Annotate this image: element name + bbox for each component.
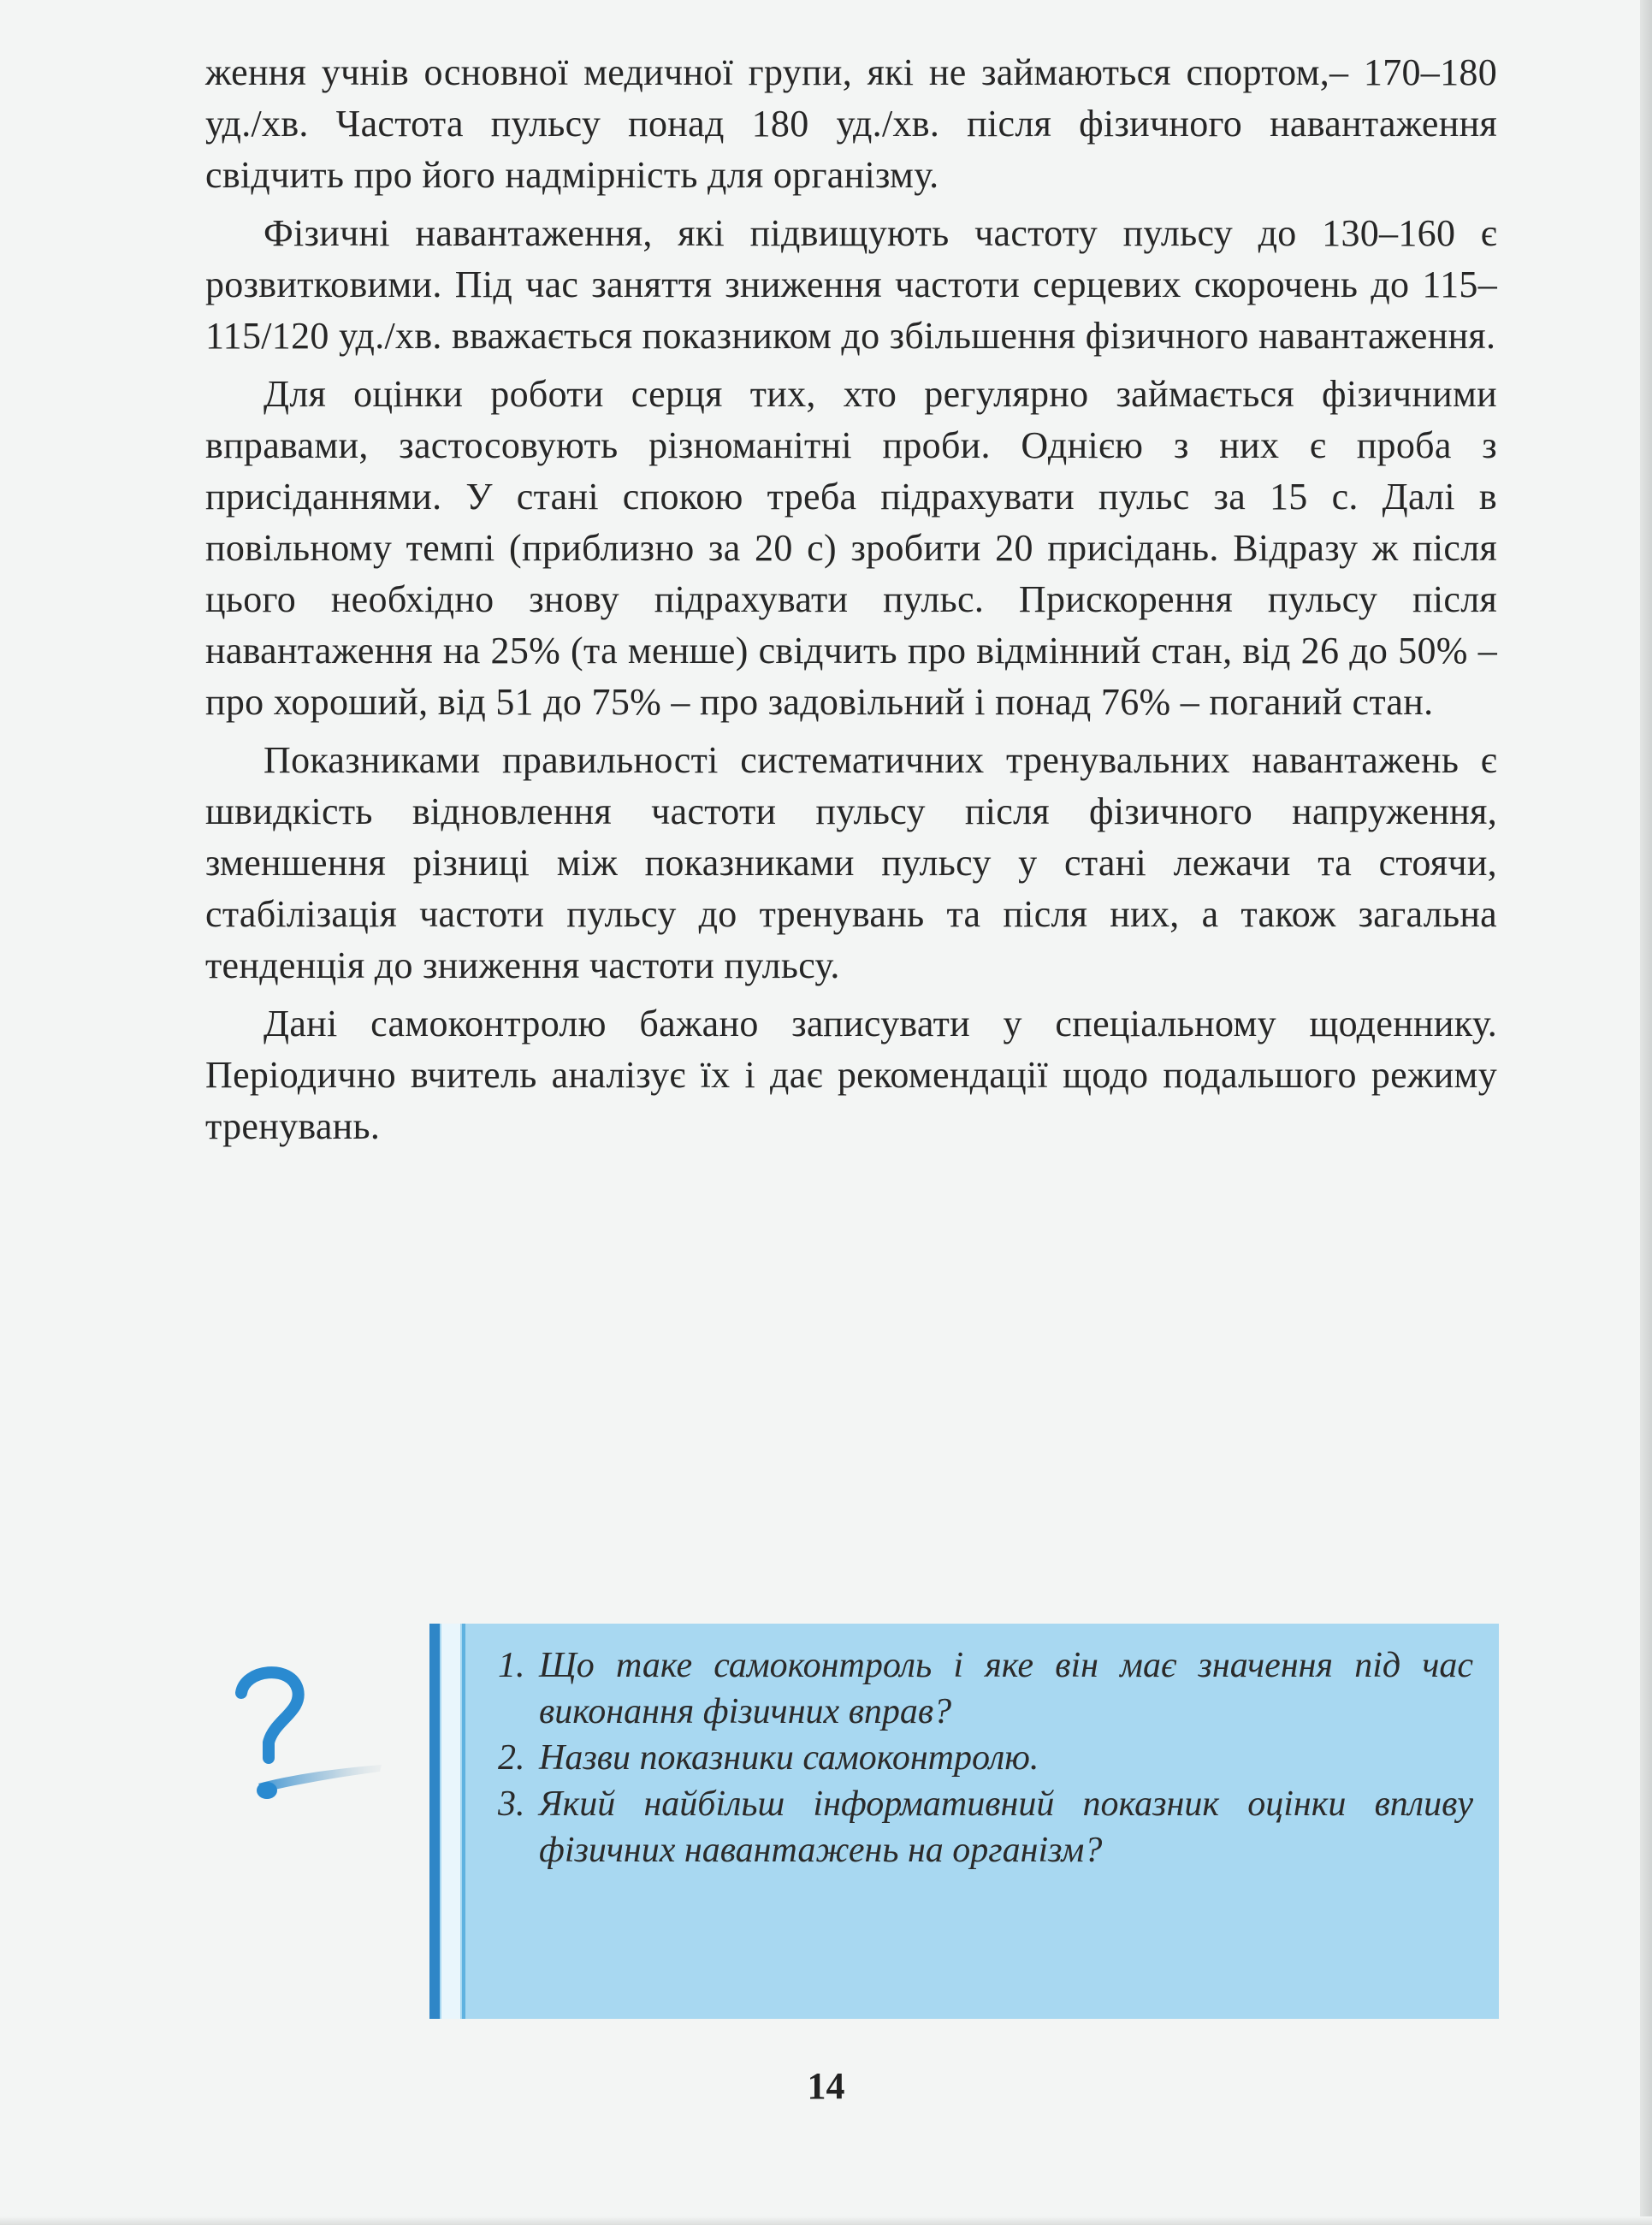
question-number: 2. [498,1738,525,1778]
paragraph-1: ження учнів основної медичної групи, які не займаються спортом,– 170–180 уд./хв. Частота пульсу понад 180 уд./хв. після фізичного навантаження свідчить про його надмірність для організму. [205,51,1497,196]
page-edge-shadow [1640,0,1652,2225]
page-bottom-shadow [0,2216,1652,2225]
paragraph-3: Для оцінки роботи серця тих, хто регулярно займається фізичними вправами, застосовують різноманітні проби. Однією з них є проба з присіданнями. У стані спокою треба підрахувати пульс за 15 с. Далі в повільному темпі (приблизно за 20 с) зробити 20 присідань. Відразу ж після цього необхідно знову підрахувати пульс. Прискорення пульсу після навантаження на 25% (та менше) свідчить про відмінний стан, від 26 до 50% – про хороший, від 51 до 75% – про задовільний і понад 76% – поганий стан. [205,373,1497,723]
question-item [498,1781,1473,1873]
question-text: Який найбільш інформативний показник оцінки впливу фізичних навантажень на організм? [539,1784,1473,1870]
question-number: 1. [498,1646,525,1685]
question-text: Що таке самоконтроль і яке він має значення під час виконання фізичних вправ? [539,1646,1473,1731]
paragraph-5: Дані самоконтролю бажано записувати у спеціальному щоденнику. Періодично вчитель аналізує їх і дає рекомендації щодо подальшого режиму тренувань. [205,1003,1497,1147]
question-number: 3. [498,1784,525,1824]
paragraph-4: Показниками правильності систематичних тренувальних навантажень є швидкість відновлення частоти пульсу після фізичного напруження, зменшення різниці між показниками пульсу у стані лежачи та стоячи, стабілізація частоти пульсу до тренувань та після них, а також загальна тенденція до зниження частоти пульсу. [205,739,1497,986]
review-questions-box [429,1624,1499,2019]
page-number: 14 [807,2065,845,2107]
accent-bar-light [441,1624,460,2019]
question-list [498,1642,1473,1873]
accent-bar [429,1624,440,2019]
accent-bar-thin [462,1624,465,2019]
paragraph-2: Фізичні навантаження, які підвищують частоту пульсу до 130–160 є розвитковими. Під час заняття зниження частоти серцевих скорочень до 115–115/120 уд./хв. вважається показником до збільшення фізичного навантаження. [205,212,1497,357]
question-text: Назви показники самоконтролю. [539,1738,1039,1778]
question-item [498,1735,1473,1781]
question-item [498,1642,1473,1735]
question-mark-icon [229,1664,383,1818]
main-text [205,47,1497,1152]
